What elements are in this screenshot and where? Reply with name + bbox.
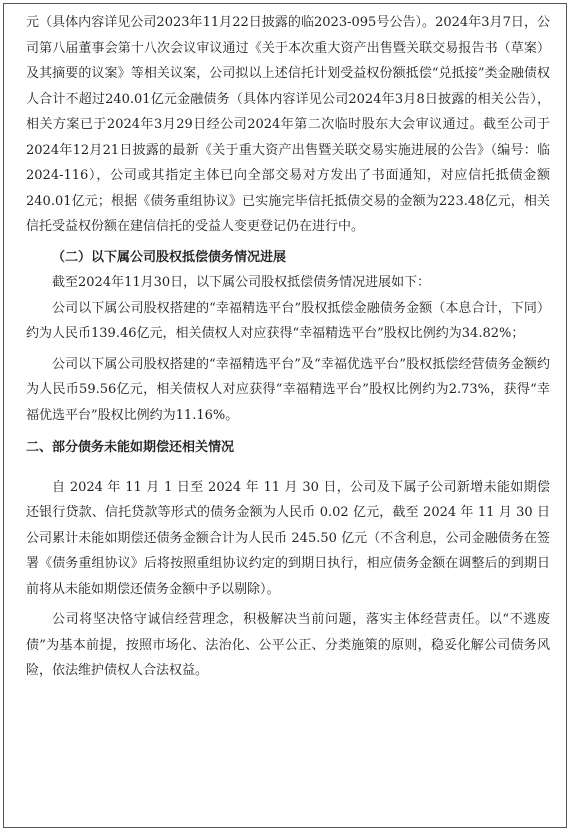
- section-2-paragraph-3: 公司以下属公司股权搭建的“幸福精选平台”及“幸福优选平台”股权抵偿经营债务金额约为人民币59.56亿元，相关债权人对应获得“幸福精选平台”股权比例约为2.73%，获得“幸福优选平台”股权比例约为11.16%。: [26, 356, 550, 423]
- document-body: [26, 10, 550, 684]
- document-page: [3, 3, 567, 828]
- intro-paragraph: 元（具体内容详见公司2023年11月22日披露的临2023-095号公告）。2024年3月7日，公司第八届董事会第十八次会议审议通过《关于本次重大资产出售暨关联交易报告书（草案）及其摘要的议案》等相关议案，公司拟以上述信托计划受益权份额抵偿“兑抵接”类金融债权人合计不超过240.01亿元金融债务（具体内容详见公司2024年3月8日披露的相关公告），相关方案已于2024年3月29日经公司2024年第二次临时股东大会审议通过。截至公司于2024年12月21日披露的最新《关于重大资产出售暨关联交易实施进展的公告》（编号：临2024-116），公司或其指定主体已向全部交易对方发出了书面通知，对应信托抵债金额240.01亿元；根据《债务重组协议》已实施完毕信托抵债交易的金额为223.48亿元，相关信托受益权份额在建信信托的受益人变更登记仍在进行中。: [26, 15, 550, 234]
- section-2-paragraph-1: 截至2024年11月30日，以下属公司股权抵偿债务情况进展如下：: [52, 275, 431, 290]
- part-2-heading: 二、部分债务未能如期偿还相关情况: [26, 440, 235, 455]
- section-2-paragraph-2: 公司以下属公司股权搭建的“幸福精选平台”股权抵偿金融债务金额（本息合计，下同）约为人民币139.46亿元，相关债权人对应获得“幸福精选平台”股权比例约为34.82%；: [26, 300, 550, 341]
- part-2-paragraph-2: 公司将坚决恪守诚信经营理念，积极解决当前问题，落实主体经营责任。以“不逃废债”为基本前提，按照市场化、法治化、公平公正、分类施策的原则，稳妥化解公司债务风险，依法维护债权人合法权益。: [26, 612, 550, 678]
- section-2-heading: （二）以下属公司股权抵偿债务情况进展: [52, 249, 287, 265]
- part-2-paragraph-1: 自 2024 年 11 月 1 日至 2024 年 11 月 30 日，公司及下属子公司新增未能如期偿还银行贷款、信托贷款等形式的债务金额为人民币 0.02 亿元，截至 2024 年 11 月 30 日公司累计未能如期偿还债务金额合计为人民币 245.50 亿元（不含利息，公司金融债务在签署《债务重组协议》后将按照重组协议约定的到期日执行，相应债务金额在调整后的到期日前将从未能如期偿还债务金额中予以剔除）。: [26, 479, 550, 597]
